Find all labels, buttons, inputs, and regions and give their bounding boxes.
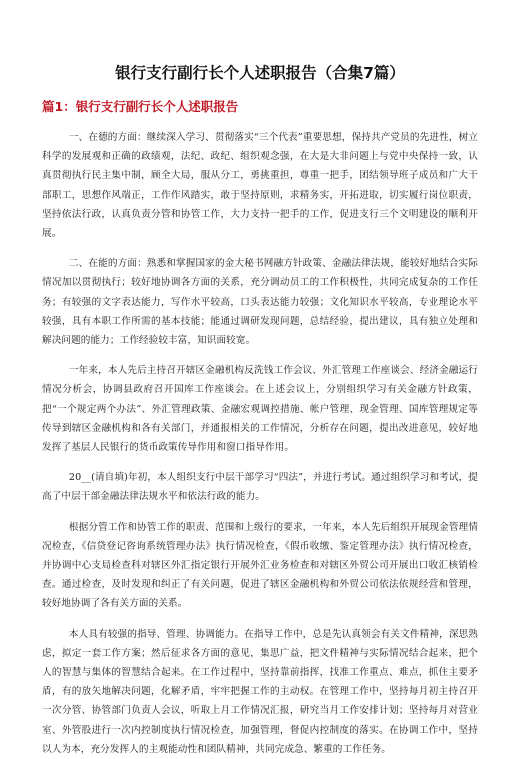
- paragraph-management: 本人具有较强的指导、管理、协调能力。在指导工作中，总是先认真领会有关文件精神，深思熟虑，拟定一套工作方案；然后征求各方面的意见，集思广益，把文件精神与实际情况结合起来，把个人的智慧与集体的智慧结合起来。在工作过程中，坚持靠前指挥，找准工作重点、难点，抓住主要矛盾，有的放矢地解决问题，化解矛盾，牢牢把握工作的主动权。在管理工作中，坚持每月初主持召开一次分管、协管部门负责人会议，听取上月工作情况汇报，研究当月工作安排计划；坚持每月对营业室、外管股进行一次内控制度执行情况检查，加强管理，督促内控制度的落实。在协调工作中，坚持以人为本，充分发挥人的主观能动性和团队精神，共同完成急、繁重的工作任务。: [42, 628, 478, 755]
- document-title: 银行支行副行长个人述职报告（合集7篇）: [115, 64, 405, 82]
- paragraph-study: 20__(请自填)年初，本人组织支行中层干部学习“四法”，并进行考试。通过组织学习和考试，提高了中层干部金融法律法规水平和依法行政的能力。: [42, 472, 478, 503]
- section-heading: 篇1：银行支行副行长个人述职报告: [42, 99, 239, 114]
- paragraph-meetings: 一年来，本人先后主持召开辖区金融机构反洗钱工作会议、外汇管理工作座谈会、经济金融运行情况分析会，协调县政府召开国库工作座谈会。在上述会议上，分别组织学习有关金融方针政策，把“一个规定两个办法”、外汇管理政策、金融宏观调控措施、帐户管理、现金管理、国库管理规定等传导到辖区金融机构和各有关部门，并通报相关的工作情况，分析存在问题，提出改进意见，较好地发挥了基层人民银行的货币政策传导作用和窗口指导作用。: [42, 365, 478, 454]
- paragraph-ability: 二、在能的方面：熟悉和掌握国家的金大秘书网融方针政策、金融法律法规，能较好地结合实际情况加以贯彻执行；较好地协调各方面的关系，充分调动员工的工作积极性，共同完成复杂的工作任务；有较强的文字表达能力，写作水平较高，口头表达能力较强；文化知识水平较高，专业理论水平较强，具有本职工作所需的基本技能；能通过调研发现问题，总结经验，提出建议，具有独立处理和解决问题的能力；工作经验较丰富，知识面较宽。: [42, 258, 478, 347]
- paragraph-morality: 一、在德的方面：继续深入学习、贯彻落实“三个代表”重要思想，保持共产党员的先进性，树立科学的发展观和正确的政绩观，法纪、政纪、组织观念强，在大是大非问题上与党中央保持一致，认真贯彻执行民主集中制，顾全大局，服从分工，勇挑重担，尊重一把手，团结领导班子成员和广大干部职工，思想作风端正，工作作风踏实，敢于坚持原则，求精务实，开拓进取，切实履行岗位职责，坚持依法行政，认真负责分管和协管工作，大力支持一把手的工作，促进支行三个文明建设的顺利开展。: [42, 132, 478, 240]
- paragraph-inspections: 根据分管工作和协管工作的职责、范围和上级行的要求，一年来，本人先后组织开展现金管理情况检查，《信贷登记咨询系统管理办法》执行情况检查，《假币收缴、鉴定管理办法》执行情况检查，并协调中心支局检查科对辖区外汇指定银行开展外汇业务检查和对辖区外贸公司开展出口收汇核销检查。通过检查，及时发现和纠正了有关问题，促进了辖区金融机构和外贸公司依法依规经营和管理，较好地协调了各有关方面的关系。: [42, 521, 478, 610]
